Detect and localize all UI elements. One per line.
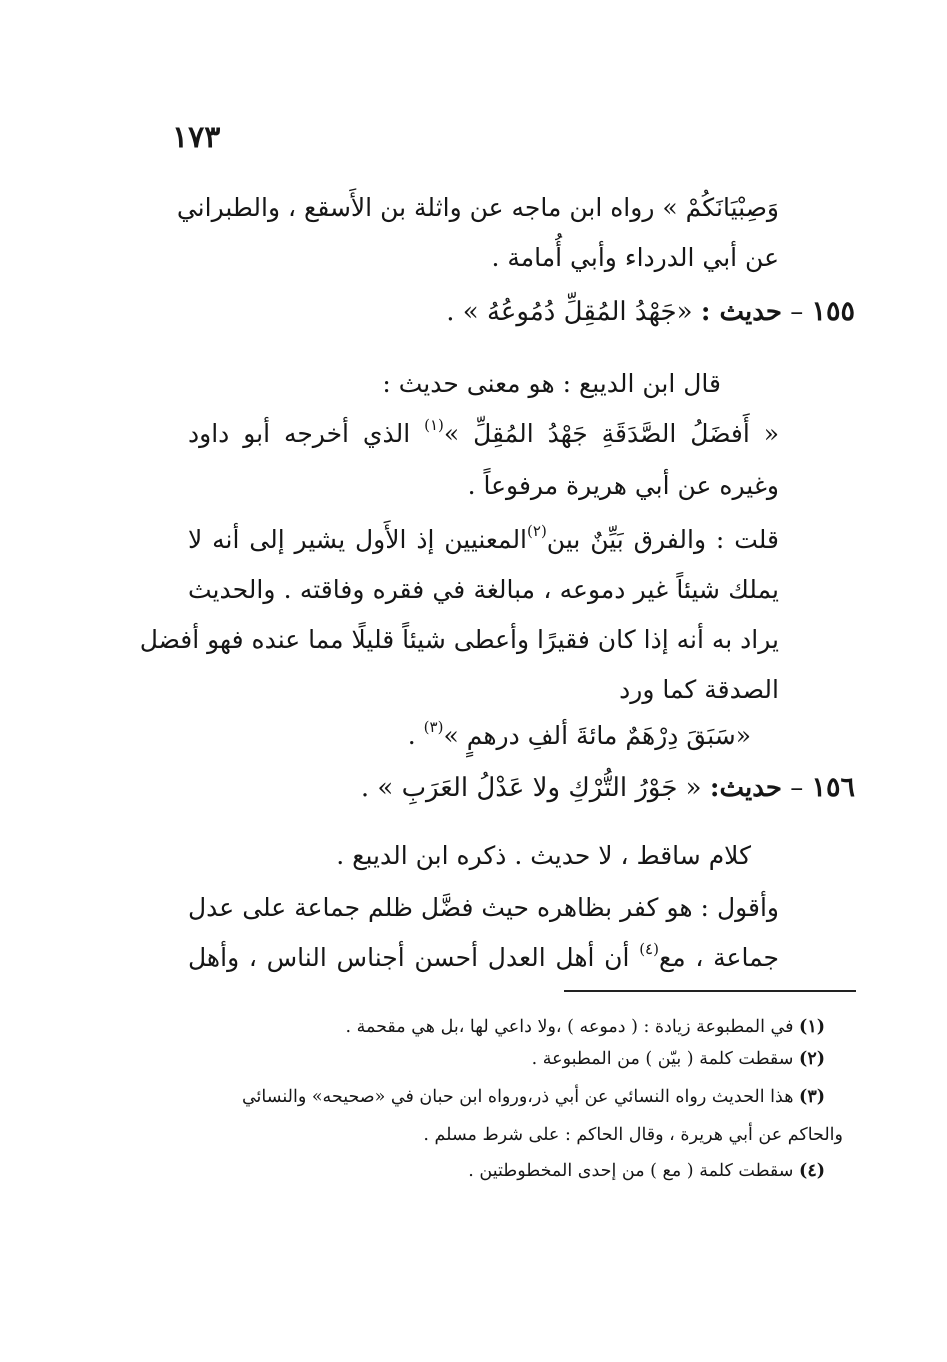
hadith-text: « جَوْرُ التُّرْكِ ولا عَدْلُ العَرَبِ » . [360,773,702,803]
footnote-ref: (١) [424,416,444,434]
footnote-text: في المطبوعة زيادة : ( دموعه ) ،ولا داعي لها ،بل هي مقحمة . [345,1017,794,1037]
text-line [408,716,751,756]
text-line: الصدقة كما ورد [619,675,779,704]
text-line: وغيره عن أبي هريرة مرفوعاً . [467,471,779,500]
text-line: وأقول : هو كفر بظاهره حيث فضَّل ظلم جماعة على عدل [188,893,779,922]
dash: – [790,773,804,803]
footnote-text: سقطت كلمة ( مع ) من إحدى المخطوطتين . [468,1161,794,1181]
hadith-heading-155 [446,292,855,332]
footnote-number: (٢) [799,1049,825,1069]
footnote-text: هذا الحديث رواه النسائي عن أبي ذر،ورواه ابن حبان في «صحيحه» والنسائي [241,1087,794,1107]
hadith-label: حديث: [709,773,782,803]
text-line: وَصِبْيَانَكُمْ » رواه ابن ماجه عن واثلة بن الأَسقع ، والطبراني [176,193,779,222]
footnote-ref: (٣) [423,718,444,736]
footnote-number: (٤) [799,1161,825,1181]
text-segment: المعنيين إذ الأَول يشير إلى أنه لا [188,525,528,554]
footnote-3 [242,1082,825,1112]
footnote-1 [346,1012,826,1042]
text-segment: الذي أخرجه أبو داود [188,419,411,448]
text-line: كلام ساقط ، لا حديث . ذكره ابن الديبع . [336,841,751,870]
footnote-2 [532,1044,825,1074]
quoted-hadith: «سَبَقَ دِرْهَمٌ مائةَ ألفِ درهمٍ » [443,721,751,750]
footnote-divider [564,990,856,992]
page-number: ١٧٣ [172,120,221,155]
text-line [188,414,779,454]
hadith-heading-156 [361,768,855,808]
text-line: يملك شيئاً غير دموعه ، مبالغة في فقره وفاقته . والحديث [188,575,779,604]
text-segment: قلت : والفرق بَيِّنٌ بين [546,525,779,554]
text-segment: أن أهل العدل أحسن أجناس الناس ، وأهل [188,943,630,972]
footnote-number: (٣) [799,1087,825,1107]
footnote-ref: (٤) [639,940,659,958]
text-segment: . [407,721,416,750]
text-segment: جماعة ، مع [658,943,779,972]
footnote-ref: (٢) [527,522,547,540]
text-line [188,520,779,560]
text-line: يراد به أنه إذا كان فقيرًا وأعطى شيئاً قليلًا مما عنده فهو أفضل [139,625,779,654]
footnote-4 [468,1156,825,1186]
text-line: قال ابن الديبع : هو معنى حديث : [382,369,721,398]
dash: – [790,297,804,327]
hadith-number: ١٥٥ [811,296,855,327]
footnote-3-continued: والحاكم عن أبي هريرة ، وقال الحاكم : على شرط مسلم . [423,1125,843,1145]
hadith-label: حديث : [700,297,782,327]
text-line [188,938,779,978]
text-line: عن أبي الدرداء وأبي أُمامة . [491,243,779,272]
hadith-number: ١٥٦ [811,772,855,803]
hadith-text: «جَهْدُ المُقِلِّ دُمُوعُهُ » . [446,297,693,327]
footnote-number: (١) [799,1017,825,1037]
footnote-text: سقطت كلمة ( بيّن ) من المطبوعة . [531,1049,794,1069]
quoted-hadith: « أَفضَلُ الصَّدَقَةِ جَهْدُ المُقِلِّ » [443,419,779,448]
